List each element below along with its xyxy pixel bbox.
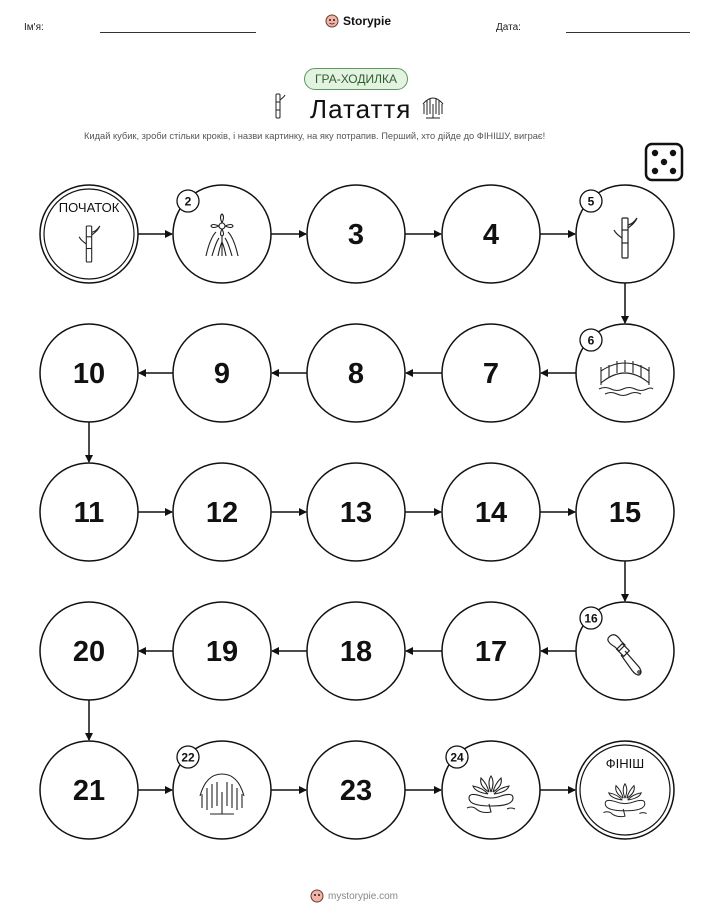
footer-url[interactable]: mystorypie.com <box>328 890 399 902</box>
board-space[interactable] <box>40 602 138 700</box>
space-number: 17 <box>474 636 508 668</box>
space-number: 2 <box>184 194 192 209</box>
board-space[interactable] <box>442 602 540 700</box>
board-space[interactable] <box>442 324 540 422</box>
space-number: 7 <box>482 358 500 390</box>
space-number: 16 <box>584 611 598 626</box>
space-number: 15 <box>608 497 642 529</box>
finish-label: ФІНІШ <box>605 756 645 771</box>
space-number: 5 <box>587 194 595 209</box>
board-space[interactable] <box>40 324 138 422</box>
instructions: Кидай кубик, зроби стільки кроків, і назви картинку, на яку потрапив. Перший, хто дійде до ФІНІШУ, виграє! <box>84 131 546 141</box>
board-space[interactable] <box>307 185 405 283</box>
board-space[interactable] <box>576 324 674 422</box>
space-number: 11 <box>73 497 105 529</box>
space-number: 12 <box>205 497 239 529</box>
space-number: 22 <box>181 750 195 765</box>
space-number: 8 <box>347 358 365 390</box>
start-label: ПОЧАТОК <box>58 200 120 215</box>
space-number: 20 <box>72 636 106 668</box>
board-space[interactable] <box>173 324 271 422</box>
board-space[interactable] <box>40 463 138 561</box>
board-space[interactable] <box>307 741 405 839</box>
board-space[interactable] <box>442 741 540 839</box>
space-number: 13 <box>339 497 373 529</box>
board-space[interactable] <box>307 324 405 422</box>
space-number: 6 <box>587 333 595 348</box>
brand-name: Storypie <box>343 14 392 28</box>
space-number: 24 <box>450 750 464 765</box>
board-space[interactable] <box>307 463 405 561</box>
game-type-tag: ГРА-ХОДИЛКА <box>304 68 408 90</box>
storypie-mascot-icon <box>310 889 324 903</box>
space-number: 10 <box>72 358 106 390</box>
board-space[interactable] <box>576 185 674 283</box>
space-number: 14 <box>474 497 508 529</box>
board-space[interactable] <box>576 602 674 700</box>
board-space[interactable] <box>307 602 405 700</box>
space-number: 3 <box>347 219 365 251</box>
board-space[interactable] <box>173 602 271 700</box>
space-number: 19 <box>205 636 239 668</box>
board-space[interactable] <box>173 463 271 561</box>
space-number: 21 <box>72 775 106 807</box>
name-label: Ім'я: <box>24 22 44 33</box>
start-space[interactable] <box>40 185 138 283</box>
board-space[interactable] <box>173 185 271 283</box>
finish-space[interactable] <box>576 741 674 839</box>
board-space[interactable] <box>173 741 271 839</box>
board-space[interactable] <box>442 185 540 283</box>
page-title: Латаття <box>310 94 412 124</box>
board-space[interactable] <box>40 741 138 839</box>
space-number: 18 <box>339 636 373 668</box>
space-number: 9 <box>213 358 231 390</box>
space-number: 23 <box>339 775 373 807</box>
board-space[interactable] <box>442 463 540 561</box>
board-space[interactable] <box>576 463 674 561</box>
footer <box>310 889 398 903</box>
date-label: Дата: <box>496 22 521 33</box>
space-number: 4 <box>482 219 500 251</box>
